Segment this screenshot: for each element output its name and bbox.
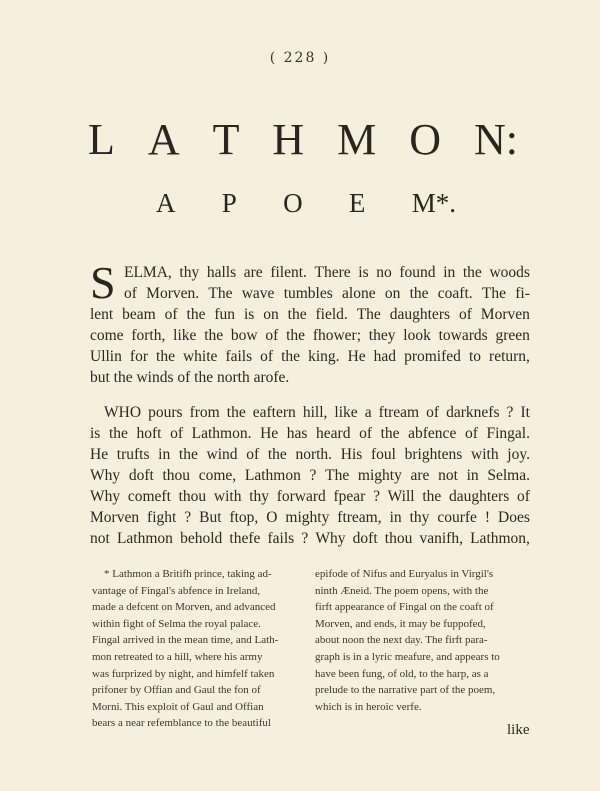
text-line: Ullin for the white fails of the king. He had promifed to return,	[90, 348, 530, 365]
footnote-line: * Lathmon a Britifh prince, taking ad-	[104, 568, 272, 580]
poem-title	[88, 115, 518, 164]
subtitle-letter: M*.	[411, 188, 456, 218]
footnote-line: Morven, and ends, it may be fuppofed,	[315, 617, 486, 630]
text-line: lent beam of the fun is on the field. The daughters of Morven	[90, 306, 530, 323]
footnote-line: made a defcent on Morven, and advanced	[92, 601, 276, 614]
footnote-line: mon retreated to a hill, where his army	[92, 650, 263, 663]
title-letter: N:	[473, 115, 518, 164]
text-line: He trufts in the wind of the north. His foul brightens with joy.	[90, 446, 530, 463]
catchword: like	[507, 722, 530, 738]
text-line: but the winds of the north arofe.	[90, 369, 290, 386]
footnote-line: have been fung, of old, to the harp, as a	[315, 667, 489, 680]
footnote-line: graph is in a lyric meafure, and appears to	[315, 650, 500, 663]
footnote-line: Fingal arrived in the mean time, and Lath-	[92, 634, 279, 647]
text-line: ELMA, thy halls are filent. There is no found in the woods	[124, 264, 530, 281]
title-letter: O	[409, 115, 442, 164]
text-line: of Morven. The wave tumbles alone on the coaft. The fi-	[124, 285, 530, 302]
page-number: ( 228 )	[269, 50, 331, 66]
footnote-left-column	[92, 566, 310, 732]
footnote-line: about noon the next day. The firft para-	[315, 634, 488, 647]
text-line: not Lathmon behold thefe fails ? Why doft thou vanifh, Lathmon,	[90, 530, 530, 547]
footnote-line: vantage of Fingal's abfence in Ireland,	[92, 584, 261, 597]
subtitle-letter: P	[221, 188, 237, 218]
subtitle-letter: A	[156, 188, 176, 218]
drop-cap: S	[90, 257, 116, 308]
paragraph-1	[90, 257, 530, 388]
text-line: come forth, like the bow of the fhower; they look towards green	[90, 327, 530, 344]
footnote-line: firft appearance of Fingal on the coaft of	[315, 601, 494, 614]
poem-subtitle	[156, 188, 456, 218]
footnote-line: within fight of Selma the royal palace.	[92, 617, 261, 630]
subtitle-letter: E	[348, 188, 366, 218]
footnote-line: Morni. This exploit of Gaul and Offian	[92, 700, 264, 713]
title-letter: T	[212, 115, 240, 164]
title-letter: L	[88, 115, 115, 164]
text-line: Morven fight ? But ftop, O mighty ftream, in thy courfe ! Does	[90, 509, 530, 526]
subtitle-letter: O	[283, 188, 303, 218]
title-letter: M	[337, 115, 377, 164]
footnote-right-column	[315, 566, 533, 715]
text-line: Why doft thou come, Lathmon ? The mighty are not in Selma.	[90, 467, 530, 484]
footnote-line: which is in heroic verfe.	[315, 700, 422, 713]
footnote-line: prifoner by Offian and Gaul the fon of	[92, 684, 261, 697]
title-letter: A	[147, 115, 180, 164]
footnote-line: bears a near refemblance to the beautiful	[92, 717, 271, 730]
text-line: is the hoft of Lathmon. He has heard of the abfence of Fingal.	[90, 425, 530, 442]
footnote-line: ninth Æneid. The poem opens, with the	[315, 584, 489, 597]
footnote-line: epifode of Nifus and Euryalus in Virgil's	[315, 568, 494, 580]
footnote-line: was furprized by night, and himfelf taken	[92, 667, 275, 680]
paragraph-2	[90, 402, 530, 549]
text-line: WHO pours from the eaftern hill, like a ftream of darknefs ? It	[104, 404, 530, 421]
text-line: Why comeft thou with thy forward fpear ? Will the daughters of	[90, 488, 530, 505]
footnote-line: prelude to the narrative part of the poem,	[315, 684, 496, 697]
title-letter: H	[272, 115, 305, 164]
